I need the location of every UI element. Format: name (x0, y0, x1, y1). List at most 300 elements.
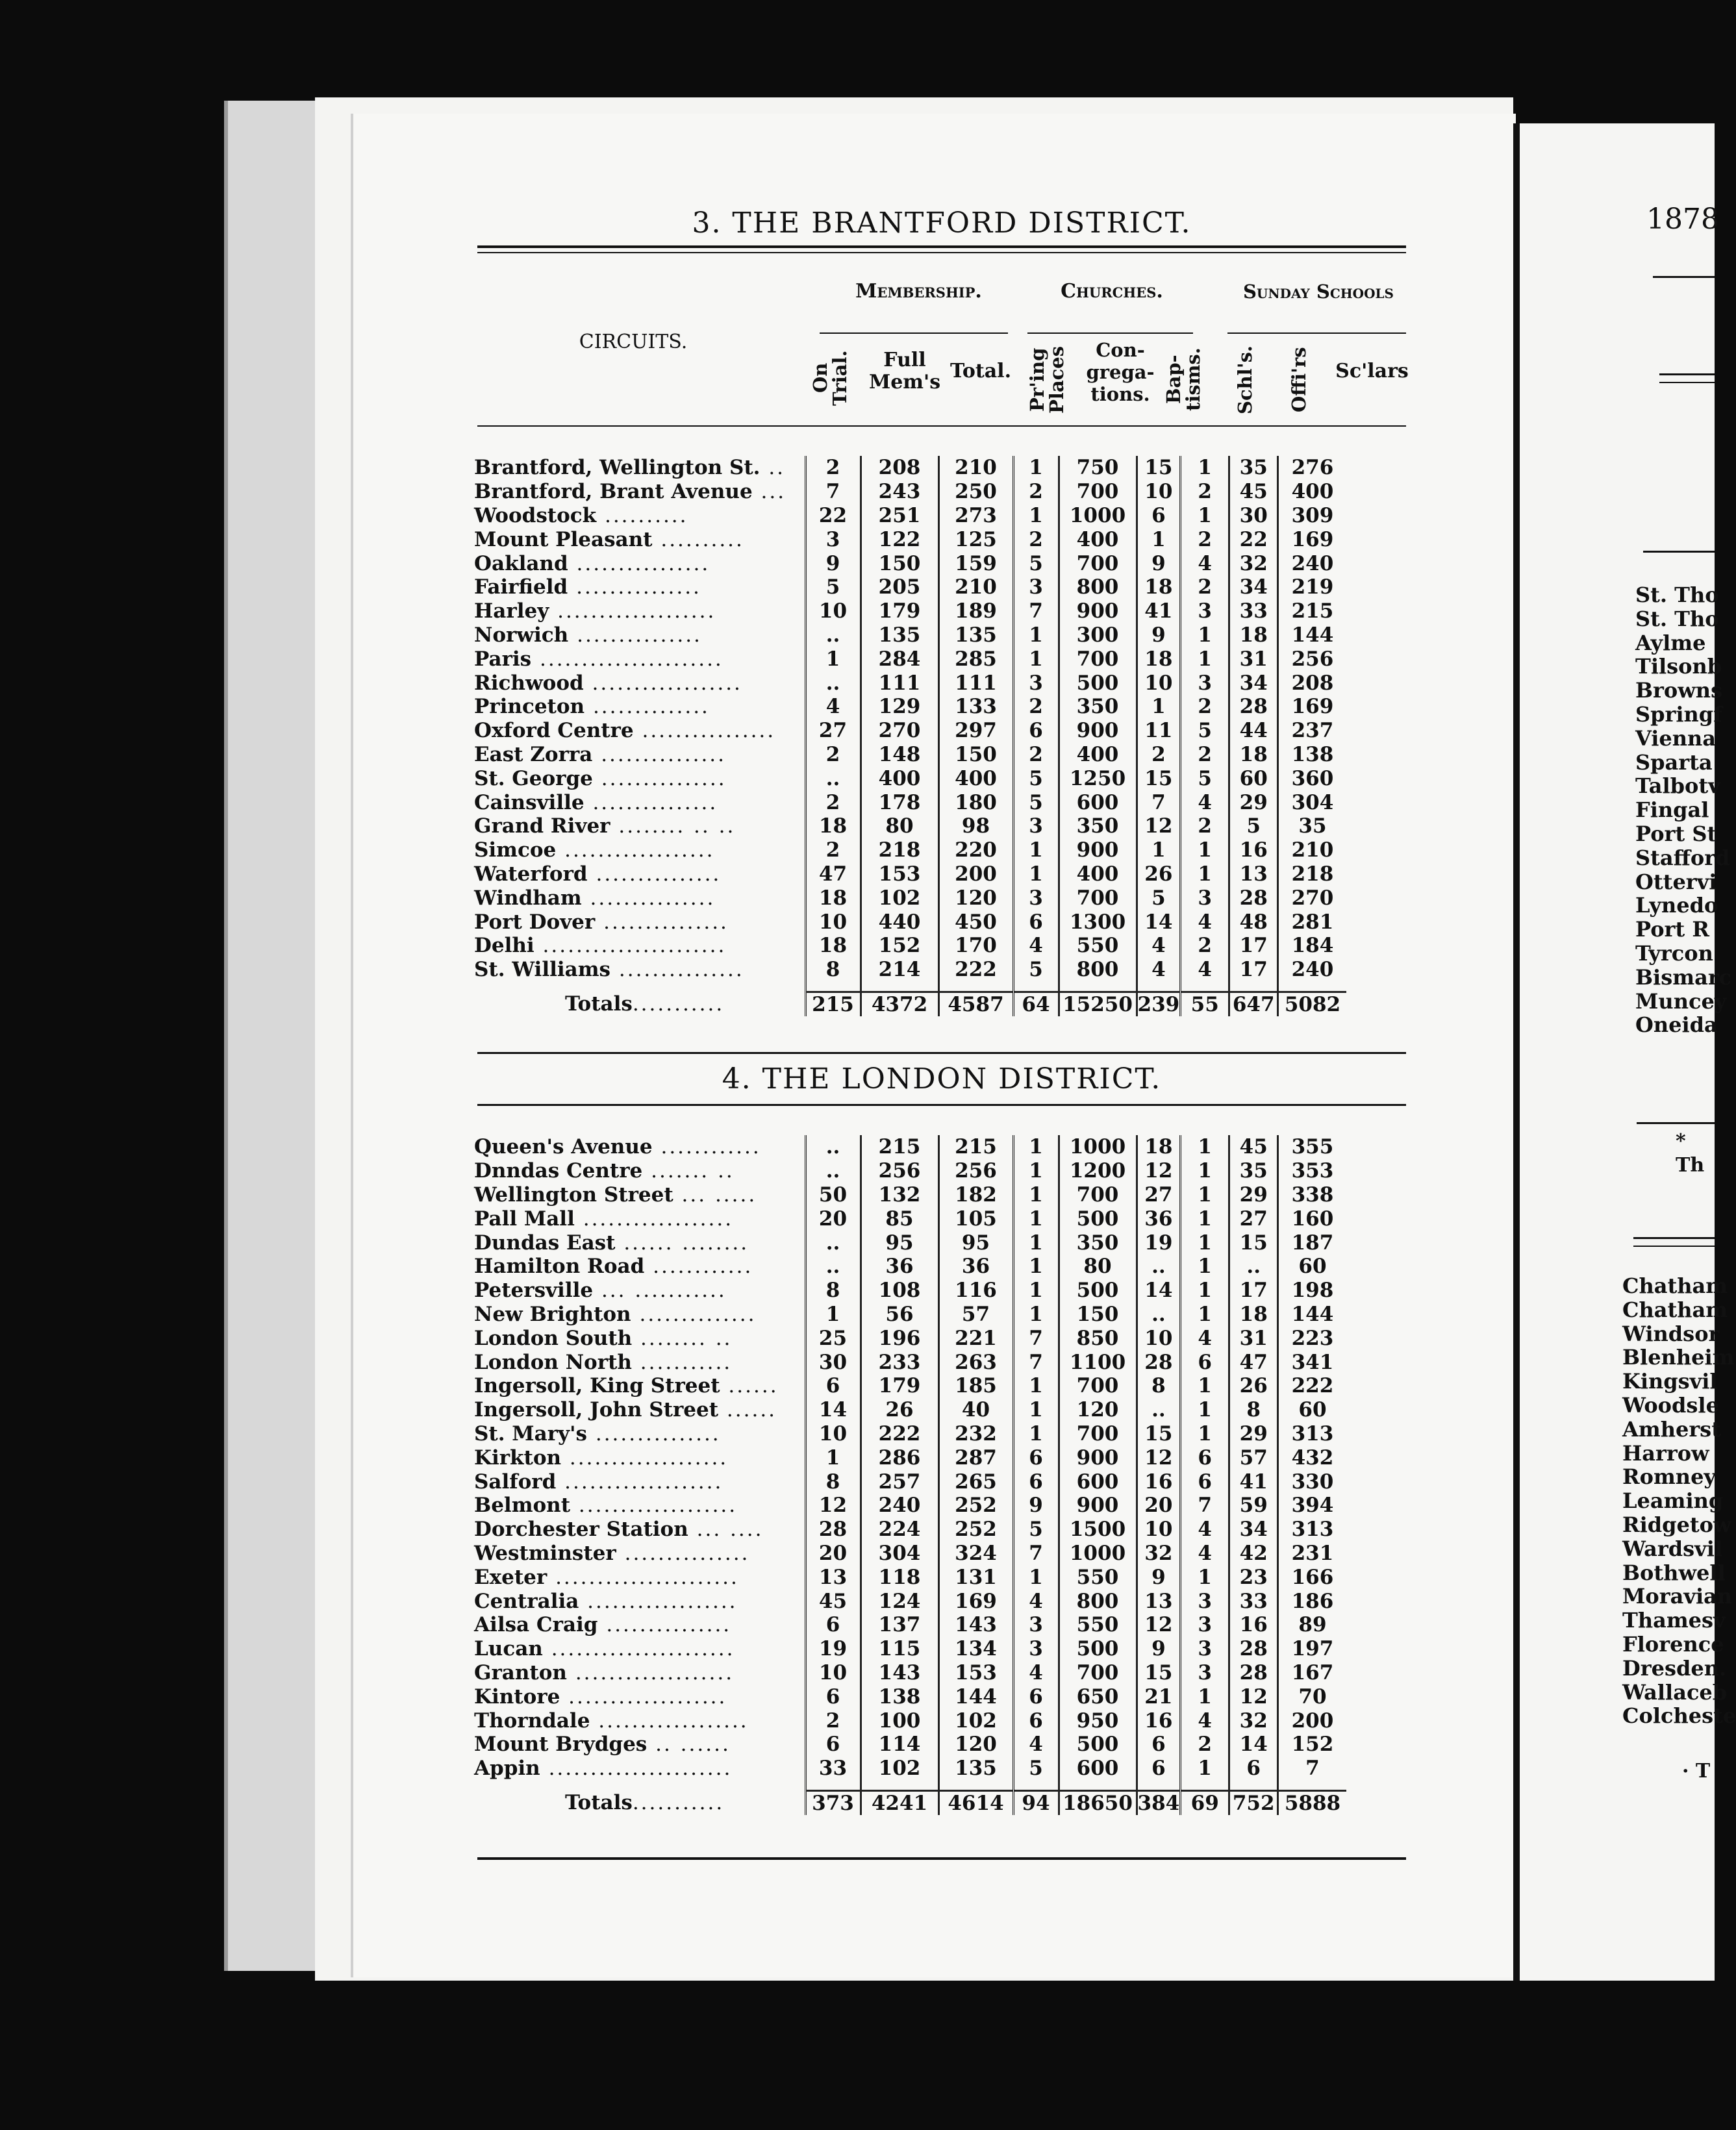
full-members-cell: 152 (861, 934, 938, 958)
leader-dots: .. (760, 456, 786, 480)
on-trial-cell: 1 (805, 1303, 861, 1327)
facing-rule (1633, 1237, 1715, 1239)
officers-cell: 31 (1229, 1326, 1278, 1350)
table-row (474, 886, 1346, 910)
facing-list-item: Wallaceb (1622, 1679, 1728, 1705)
on-trial-cell: .. (805, 1159, 861, 1183)
leader-dots: ........... (632, 992, 725, 1016)
baptisms-cell: 9 (1137, 1565, 1181, 1589)
baptisms-cell: 6 (1137, 1733, 1181, 1757)
scholars-cell: 360 (1278, 766, 1346, 790)
facing-rule (1659, 373, 1715, 375)
baptisms-cell: 7 (1137, 790, 1181, 814)
congregations-cell: 950 (1059, 1709, 1137, 1733)
circuits-header: CIRCUITS. (579, 331, 688, 353)
scholars-cell: 240 (1278, 958, 1346, 982)
on-trial-total: 215 (805, 992, 861, 1016)
baptisms-cell: 32 (1137, 1542, 1181, 1566)
preaching-places-cell: 7 (1013, 1326, 1059, 1350)
schools-cell: 6 (1181, 1470, 1229, 1494)
officers-cell: 28 (1229, 1661, 1278, 1685)
table-row (474, 1135, 1346, 1159)
spacer-cell (938, 1781, 1013, 1791)
schools-cell: 1 (1181, 1279, 1229, 1303)
leader-dots: ................... (566, 1660, 735, 1685)
scholars-cell: 240 (1278, 551, 1346, 575)
scholars-cell: 208 (1278, 671, 1346, 695)
preaching-places-cell: 1 (1013, 1422, 1059, 1446)
on-trial-cell: 2 (805, 1709, 861, 1733)
circuit-name (474, 1207, 805, 1231)
circuit-name (474, 647, 805, 671)
circuit-label: Woodstock (474, 503, 597, 527)
leader-dots: ................... (561, 1446, 729, 1470)
on-trial-cell: 2 (805, 838, 861, 862)
officers-cell: 32 (1229, 1709, 1278, 1733)
officers-cell: 45 (1229, 1135, 1278, 1159)
preaching-places-cell: 1 (1013, 838, 1059, 862)
scholars-cell: 338 (1278, 1183, 1346, 1207)
table-row (474, 1159, 1346, 1183)
facing-list-item: Kingsvil (1622, 1369, 1718, 1394)
total-cell: 120 (938, 1733, 1013, 1757)
baptisms-cell: .. (1137, 1255, 1181, 1279)
table-row (474, 1374, 1346, 1398)
preaching-places-cell: 1 (1013, 1207, 1059, 1231)
officers-cell: 29 (1229, 1183, 1278, 1207)
officers-cell: 33 (1229, 1589, 1278, 1613)
schools-cell: 1 (1181, 862, 1229, 886)
facing-list-item: Woodsle (1622, 1392, 1719, 1418)
schools-cell: 4 (1181, 790, 1229, 814)
full-members-cell: 56 (861, 1303, 938, 1327)
congregations-cell: 80 (1059, 1255, 1137, 1279)
leader-dots: ............... (586, 1422, 721, 1446)
schools-cell: 4 (1181, 910, 1229, 934)
on-trial-cell: 8 (805, 958, 861, 982)
congregations-cell: 150 (1059, 1303, 1137, 1327)
congregations-total: 18650 (1059, 1790, 1137, 1815)
leader-dots: ............... (592, 742, 727, 766)
on-trial-cell: 45 (805, 1589, 861, 1613)
on-trial-cell: 9 (805, 551, 861, 575)
leader-dots: ............... (587, 862, 722, 886)
congregations-cell: 700 (1059, 551, 1137, 575)
full-members-cell: 224 (861, 1518, 938, 1542)
circuit-label: Cainsville (474, 790, 585, 814)
baptisms-cell: 1 (1137, 527, 1181, 551)
schools-cell: 3 (1181, 1613, 1229, 1637)
table-row (474, 1709, 1346, 1733)
preaching-places-cell: 3 (1013, 814, 1059, 838)
on-trial-cell: 50 (805, 1183, 861, 1207)
baptisms-cell: 26 (1137, 862, 1181, 886)
officers-cell: 60 (1229, 766, 1278, 790)
schools-cell: 4 (1181, 1326, 1229, 1350)
facing-list-item: Moravian (1622, 1584, 1733, 1609)
facing-rule (1637, 1122, 1715, 1124)
table-row (474, 1350, 1346, 1374)
bottom-rule (477, 1857, 1406, 1860)
circuit-name (474, 1685, 805, 1709)
circuit-label: Mount Brydges (474, 1733, 648, 1757)
schools-cell: 1 (1181, 1685, 1229, 1709)
scholars-cell: 138 (1278, 743, 1346, 767)
schools-cell: 2 (1181, 695, 1229, 719)
scholars-cell: 309 (1278, 504, 1346, 528)
baptisms-cell: 1 (1137, 838, 1181, 862)
table-row (474, 647, 1346, 671)
circuit-name (474, 1279, 805, 1303)
leader-dots: ...... ........ (615, 1231, 749, 1255)
leader-dots: ............... (568, 623, 702, 647)
circuit-label: Kirkton (474, 1446, 562, 1470)
total-cell: 135 (938, 623, 1013, 647)
congregations-cell: 700 (1059, 1422, 1137, 1446)
table-row (474, 599, 1346, 623)
total-cell: 222 (938, 958, 1013, 982)
baptisms-cell: 18 (1137, 575, 1181, 599)
officers-cell: 17 (1229, 934, 1278, 958)
preaching-places-total: 94 (1013, 1790, 1059, 1815)
scholars-cell: 223 (1278, 1326, 1346, 1350)
full-members-cell: 124 (861, 1589, 938, 1613)
circuit-name (474, 910, 805, 934)
total-cell: 105 (938, 1207, 1013, 1231)
london-title: 4. THE LONDON DISTRICT. (722, 1062, 1162, 1096)
leader-dots: ............... (595, 910, 729, 934)
officers-cell: 8 (1229, 1398, 1278, 1422)
table-row (474, 958, 1346, 982)
total-cell: 182 (938, 1183, 1013, 1207)
congregations-cell: 900 (1059, 1494, 1137, 1518)
congregations-cell: 120 (1059, 1398, 1137, 1422)
circuit-name (474, 719, 805, 743)
leader-dots: ...................... (542, 1637, 735, 1661)
on-trial-cell: 22 (805, 504, 861, 528)
circuit-name (474, 695, 805, 719)
leader-dots: .................. (556, 838, 715, 862)
table-row (474, 814, 1346, 838)
schools-cell: 1 (1181, 1255, 1229, 1279)
on-trial-cell: 8 (805, 1279, 861, 1303)
congregations-total: 15250 (1059, 992, 1137, 1016)
table-row (474, 1303, 1346, 1327)
officers-cell: 33 (1229, 599, 1278, 623)
scholars-cell: 152 (1278, 1733, 1346, 1757)
preaching-places-cell: 1 (1013, 1565, 1059, 1589)
baptisms-cell: 12 (1137, 1159, 1181, 1183)
preaching-places-cell: 1 (1013, 1183, 1059, 1207)
congregations-cell: 400 (1059, 743, 1137, 767)
baptisms-cell: 41 (1137, 599, 1181, 623)
facing-footnote-2: · T (1682, 1760, 1711, 1783)
congregations-cell: 550 (1059, 1565, 1137, 1589)
scholars-cell: 169 (1278, 527, 1346, 551)
table-row (474, 910, 1346, 934)
congregations-cell: 500 (1059, 1637, 1137, 1661)
leader-dots: ...................... (534, 934, 727, 958)
scholars-cell: 330 (1278, 1470, 1346, 1494)
congregations-cell: 400 (1059, 862, 1137, 886)
baptisms-cell: 16 (1137, 1470, 1181, 1494)
full-members-cell: 215 (861, 1135, 938, 1159)
facing-list-item: Chatham (1622, 1297, 1728, 1322)
baptisms-cell: 18 (1137, 647, 1181, 671)
congregations-cell: 300 (1059, 623, 1137, 647)
totals-label: Totals (565, 1791, 633, 1815)
on-trial-cell: 6 (805, 1374, 861, 1398)
officers-cell: 22 (1229, 527, 1278, 551)
table-row (474, 719, 1346, 743)
schools-cell: 2 (1181, 743, 1229, 767)
on-trial-cell: 27 (805, 719, 861, 743)
officers-cell: .. (1229, 1255, 1278, 1279)
preaching-places-cell: 6 (1013, 719, 1059, 743)
on-trial-cell: 20 (805, 1207, 861, 1231)
total-cell: 111 (938, 671, 1013, 695)
table-row (474, 1446, 1346, 1470)
officers-cell: 34 (1229, 671, 1278, 695)
congregations-cell: 500 (1059, 671, 1137, 695)
officers-header: Offi'rs (1288, 347, 1310, 412)
officers-cell: 17 (1229, 1279, 1278, 1303)
full-members-cell: 178 (861, 790, 938, 814)
circuit-name (474, 1350, 805, 1374)
preaching-places-cell: 1 (1013, 1303, 1059, 1327)
scholars-cell: 167 (1278, 1661, 1346, 1685)
spacer-cell (1278, 982, 1346, 992)
preaching-places-cell: 1 (1013, 1159, 1059, 1183)
leader-dots: ................ (568, 551, 711, 575)
on-trial-cell: 7 (805, 480, 861, 504)
schools-cell: 2 (1181, 575, 1229, 599)
baptisms-cell: 10 (1137, 1326, 1181, 1350)
table-row (474, 1231, 1346, 1255)
facing-rule (1633, 1246, 1715, 1247)
congregations-cell: 700 (1059, 886, 1137, 910)
circuit-label: Oakland (474, 551, 568, 575)
congregations-cell: 550 (1059, 1613, 1137, 1637)
total-cell: 250 (938, 480, 1013, 504)
congregations-cell: 800 (1059, 1589, 1137, 1613)
officers-cell: 16 (1229, 1613, 1278, 1637)
on-trial-cell: 18 (805, 934, 861, 958)
preaching-places-cell: 2 (1013, 480, 1059, 504)
circuit-label: Grand River (474, 814, 610, 838)
spacer-cell (861, 1781, 938, 1791)
full-members-cell: 243 (861, 480, 938, 504)
table-row (474, 1326, 1346, 1350)
congregations-cell: 800 (1059, 575, 1137, 599)
circuit-name (474, 1135, 805, 1159)
leader-dots: ............... (584, 790, 718, 814)
scholars-cell: 160 (1278, 1207, 1346, 1231)
preaching-places-cell: 6 (1013, 1470, 1059, 1494)
scholars-cell: 219 (1278, 575, 1346, 599)
schools-cell: 1 (1181, 838, 1229, 862)
on-trial-cell: .. (805, 671, 861, 695)
full-members-cell: 102 (861, 886, 938, 910)
full-members-cell: 233 (861, 1350, 938, 1374)
preaching-places-cell: 5 (1013, 790, 1059, 814)
officers-cell: 30 (1229, 504, 1278, 528)
officers-cell: 26 (1229, 1374, 1278, 1398)
total-cell: 450 (938, 910, 1013, 934)
table-row (474, 1542, 1346, 1566)
table-row (474, 1637, 1346, 1661)
circuit-name (474, 1231, 805, 1255)
facing-list-item: Dresden. (1622, 1655, 1727, 1681)
preaching-places-cell: 6 (1013, 1709, 1059, 1733)
circuit-name (474, 1398, 805, 1422)
totals-label: Totals (565, 992, 633, 1016)
circuit-label: Waterford (474, 862, 588, 886)
total-cell: 135 (938, 1757, 1013, 1781)
table-row (474, 1661, 1346, 1685)
full-members-cell: 129 (861, 695, 938, 719)
schools-cell: 1 (1181, 1207, 1229, 1231)
leader-dots: ................... (549, 599, 716, 623)
table-row (474, 480, 1346, 504)
congregations-cell: 350 (1059, 814, 1137, 838)
preaching-places-cell: 2 (1013, 527, 1059, 551)
on-trial-cell: 2 (805, 743, 861, 767)
circuit-label: Dorchester Station (474, 1518, 688, 1542)
circuit-name (474, 1757, 805, 1781)
circuit-label: London North (474, 1350, 632, 1374)
circuit-label: Brantford, Wellington St. (474, 456, 761, 480)
total-cell: 36 (938, 1255, 1013, 1279)
circuit-label: Norwich (474, 623, 569, 647)
leader-dots: ............... (610, 958, 744, 982)
total-cell: 143 (938, 1613, 1013, 1637)
full-members-cell: 205 (861, 575, 938, 599)
scholars-cell: 270 (1278, 886, 1346, 910)
total-cell: 133 (938, 695, 1013, 719)
leader-dots: .......... (596, 503, 688, 527)
facing-list-item: Port R (1635, 917, 1709, 942)
on-trial-cell: 6 (805, 1685, 861, 1709)
circuit-label: Ailsa Craig (474, 1613, 598, 1637)
table-row (474, 1685, 1346, 1709)
full-members-cell: 108 (861, 1279, 938, 1303)
schools-cell: 7 (1181, 1494, 1229, 1518)
table-row (474, 1183, 1346, 1207)
schools-cell: 2 (1181, 1733, 1229, 1757)
facing-rule (1653, 276, 1715, 278)
preaching-places-cell: 3 (1013, 1613, 1059, 1637)
full-members-cell: 95 (861, 1231, 938, 1255)
spacer-cell (1059, 982, 1137, 992)
scholars-cell: 198 (1278, 1279, 1346, 1303)
preaching-places-cell: 4 (1013, 1589, 1059, 1613)
brantford-table (474, 456, 1346, 1016)
on-trial-cell: 30 (805, 1350, 861, 1374)
baptisms-cell: 16 (1137, 1709, 1181, 1733)
table-row (474, 862, 1346, 886)
schools-cell: 2 (1181, 814, 1229, 838)
on-trial-cell: 10 (805, 910, 861, 934)
leader-dots: ................... (556, 1470, 723, 1494)
full-members-cell: 214 (861, 958, 938, 982)
table-row (474, 575, 1346, 599)
congregations-cell: 550 (1059, 934, 1137, 958)
schools-cell: 4 (1181, 1709, 1229, 1733)
baptisms-cell: 14 (1137, 910, 1181, 934)
baptisms-cell: 15 (1137, 456, 1181, 480)
table-row (474, 1279, 1346, 1303)
schools-cell: 3 (1181, 599, 1229, 623)
circuit-label: Pall Mall (474, 1207, 575, 1231)
officers-cell: 29 (1229, 790, 1278, 814)
spacer-cell (805, 1781, 861, 1791)
schools-cell: 3 (1181, 1637, 1229, 1661)
preaching-places-cell: 5 (1013, 551, 1059, 575)
full-members-cell: 251 (861, 504, 938, 528)
preaching-places-cell: 4 (1013, 1733, 1059, 1757)
scholars-cell: 304 (1278, 790, 1346, 814)
total-cell: 263 (938, 1350, 1013, 1374)
scholars-cell: 184 (1278, 934, 1346, 958)
circuit-label: Oxford Centre (474, 719, 634, 743)
total-cell: 265 (938, 1470, 1013, 1494)
baptisms-cell: 10 (1137, 1518, 1181, 1542)
spacer-cell (1059, 1781, 1137, 1791)
on-trial-cell: 14 (805, 1398, 861, 1422)
preaching-places-cell: 5 (1013, 766, 1059, 790)
scholars-cell: 400 (1278, 480, 1346, 504)
spacer-cell (474, 982, 805, 992)
congregations-cell: 1100 (1059, 1350, 1137, 1374)
scholars-cell: 313 (1278, 1422, 1346, 1446)
total-cell: 252 (938, 1494, 1013, 1518)
leader-dots: ...................... (540, 1757, 733, 1781)
spacer-cell (1278, 1781, 1346, 1791)
officers-cell: 31 (1229, 647, 1278, 671)
preaching-places-cell: 1 (1013, 1398, 1059, 1422)
leader-dots: ...... (718, 1398, 777, 1422)
on-trial-cell: 25 (805, 1326, 861, 1350)
circuit-name (474, 743, 805, 767)
leader-dots: ................... (570, 1494, 738, 1518)
leader-dots: ............... (581, 886, 716, 910)
schools-cell: 1 (1181, 1159, 1229, 1183)
leader-dots: ................... (560, 1685, 727, 1709)
scholars-cell: 313 (1278, 1518, 1346, 1542)
total-cell: 131 (938, 1565, 1013, 1589)
officers-cell: 28 (1229, 1637, 1278, 1661)
facing-list-2 (1622, 1274, 1736, 1728)
table-row (474, 838, 1346, 862)
officers-cell: 59 (1229, 1494, 1278, 1518)
congregations-cell: 650 (1059, 1685, 1137, 1709)
congregations-cell: 1300 (1059, 910, 1137, 934)
total-cell: 221 (938, 1326, 1013, 1350)
on-trial-cell: 47 (805, 862, 861, 886)
circuit-name (474, 838, 805, 862)
circuit-name (474, 1326, 805, 1350)
table-row (474, 1757, 1346, 1781)
total-cell: 57 (938, 1303, 1013, 1327)
spacer-cell (1229, 982, 1278, 992)
congregations-cell: 1000 (1059, 504, 1137, 528)
schools-cell: 5 (1181, 766, 1229, 790)
schools-cell: 2 (1181, 480, 1229, 504)
leader-dots: ....... .. (642, 1159, 735, 1183)
scholars-cell: 231 (1278, 1542, 1346, 1566)
circuit-name (474, 1733, 805, 1757)
